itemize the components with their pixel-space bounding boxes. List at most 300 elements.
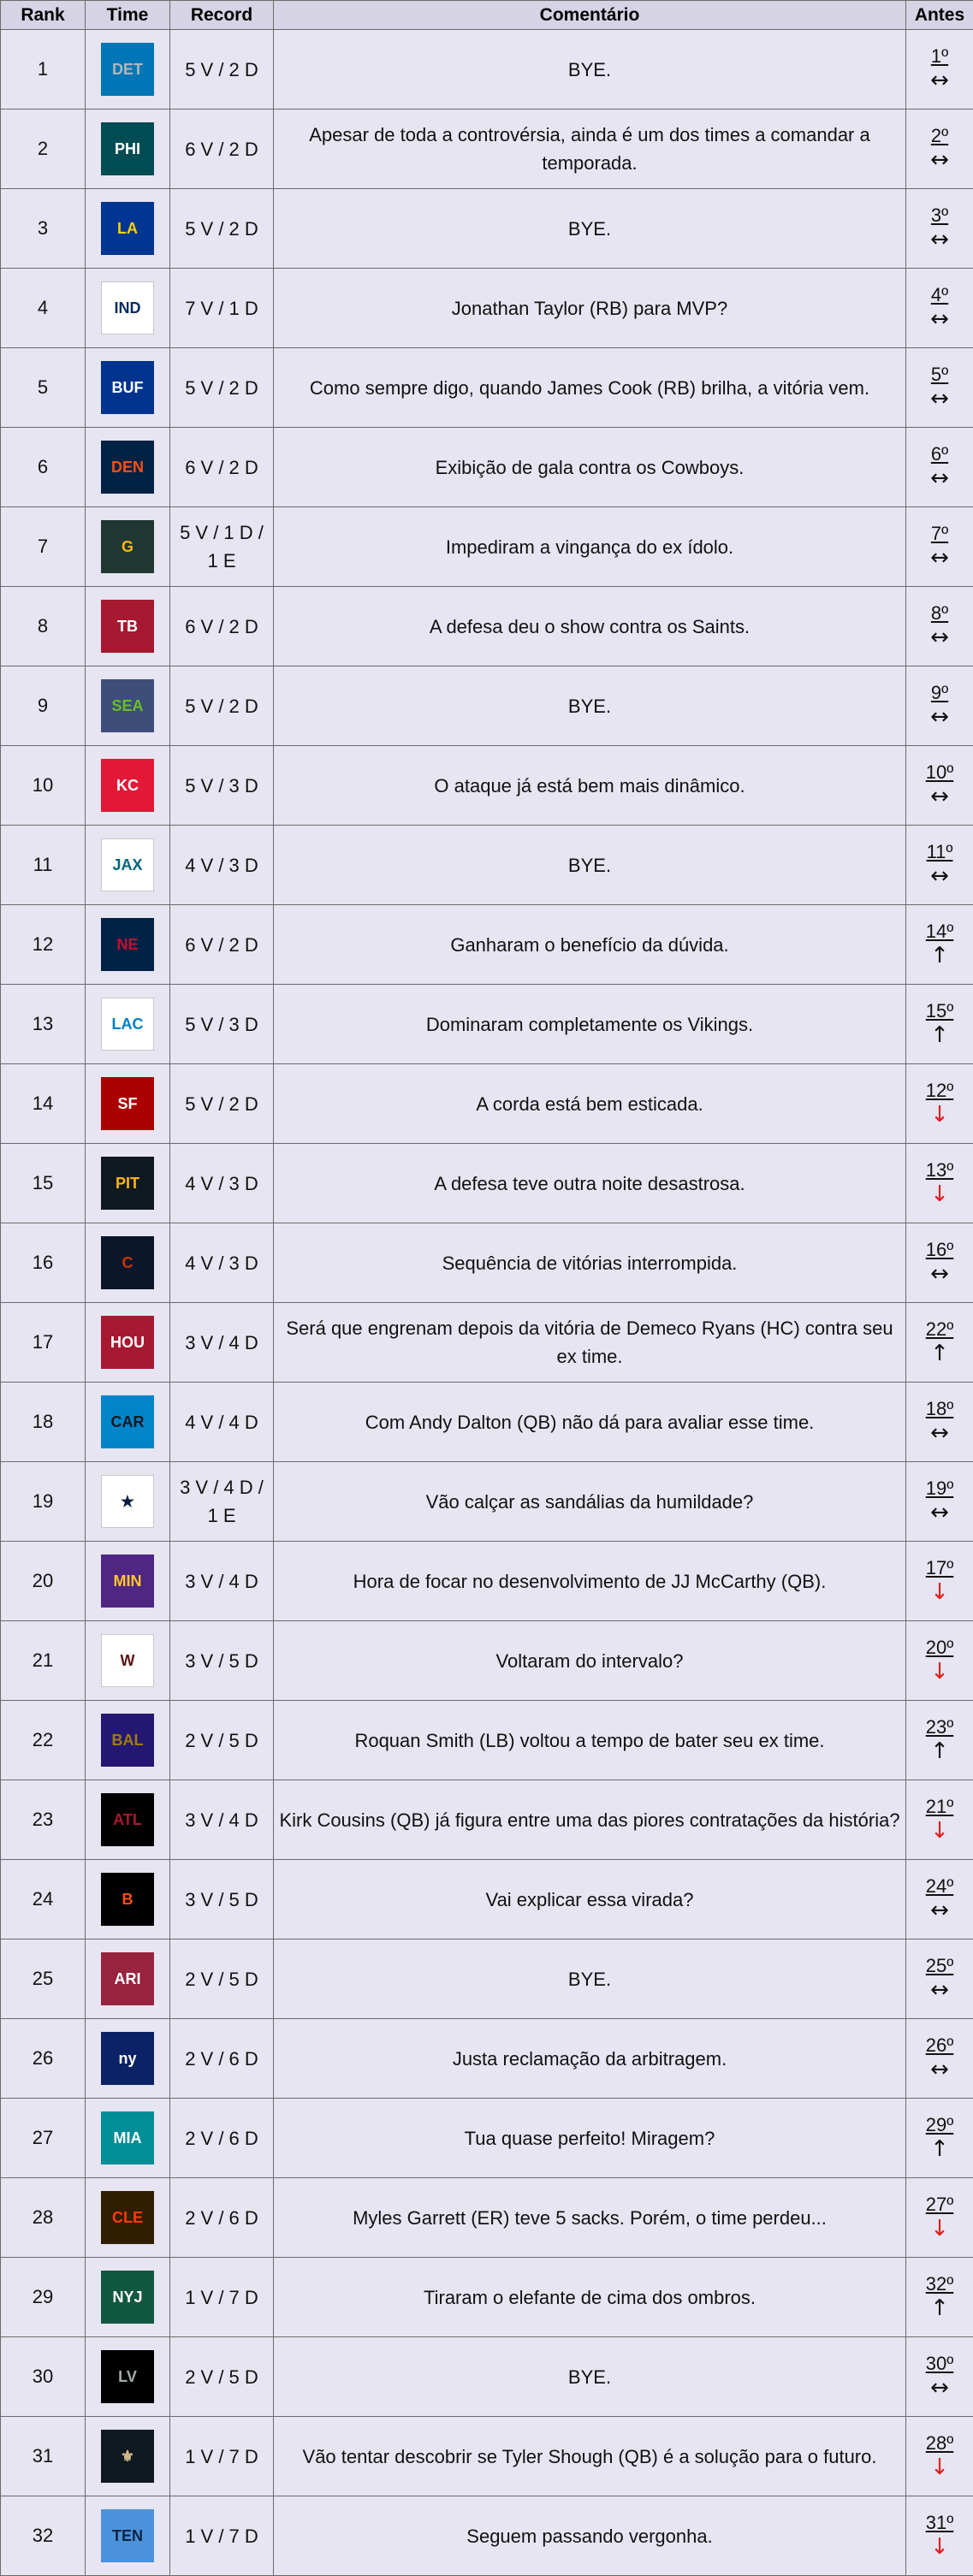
comment-cell: A corda está bem esticada. [274,1064,906,1144]
previous-cell [906,1064,973,1144]
record-cell: 3 V / 4 D [170,1780,274,1860]
rank-cell: 29 [1,2258,86,2337]
team-logo-mark: DET [112,61,143,78]
previous-rank-value: 19º [925,1477,954,1499]
team-cell [86,428,170,507]
comment-cell: BYE. [274,1939,906,2019]
record-cell: 6 V / 2 D [170,428,274,507]
record-cell: 3 V / 5 D [170,1621,274,1701]
comment-cell: Roquan Smith (LB) voltou a tempo de bater seu ex time. [274,1701,906,1780]
previous-rank-value: 12º [925,1080,954,1101]
team-cell [86,348,170,428]
comment-cell: Será que engrenam depois da vitória de Demeco Ryans (HC) contra seu ex time. [274,1303,906,1383]
table-row [1,905,973,985]
trend-same-icon: ↔ [930,545,949,571]
previous-rank-value: 8º [930,602,949,624]
team-cell [86,1542,170,1621]
table-row [1,348,973,428]
team-cell [86,985,170,1064]
comment-cell: Jonathan Taylor (RB) para MVP? [274,269,906,348]
previous-rank [911,1159,968,1207]
trend-down-icon: ↓ [930,2534,949,2560]
table-row [1,428,973,507]
previous-rank-value: 21º [925,1796,954,1817]
previous-rank-value: 3º [930,204,949,226]
team-logo-mark: BUF [111,379,144,396]
previous-rank-value: 4º [930,284,949,305]
previous-rank [911,1637,968,1685]
washington-commanders-logo [101,1634,154,1687]
comment-cell: Myles Garrett (ER) teve 5 sacks. Porém, o time perdeu... [274,2178,906,2258]
previous-rank-value: 32º [925,2273,954,2295]
team-cell [86,110,170,189]
previous-rank [911,1000,968,1048]
team-cell [86,507,170,587]
trend-up-icon: ↑ [930,2295,949,2321]
previous-cell [906,348,973,428]
table-row [1,269,973,348]
previous-rank-value: 24º [925,1875,954,1897]
arizona-cardinals-logo [101,1952,154,2005]
team-cell [86,2019,170,2099]
houston-texans-logo [101,1316,154,1369]
previous-rank [911,1875,968,1923]
record-cell: 5 V / 3 D [170,985,274,1064]
rank-cell: 15 [1,1144,86,1223]
team-cell [86,905,170,985]
comment-cell: BYE. [274,30,906,110]
trend-same-icon: ↔ [930,2057,949,2082]
record-cell: 6 V / 2 D [170,905,274,985]
team-logo-mark: G [121,538,133,555]
previous-rank-value: 18º [925,1398,954,1419]
cincinnati-bengals-logo [101,1873,154,1926]
rank-cell: 30 [1,2337,86,2417]
rank-cell: 13 [1,985,86,1064]
trend-same-icon: ↔ [930,1977,949,2003]
team-logo-mark: KC [116,777,139,794]
table-row [1,2178,973,2258]
new-york-jets-logo [101,2271,154,2324]
record-cell: 1 V / 7 D [170,2258,274,2337]
previous-rank-value: 5º [930,364,949,385]
rank-cell: 3 [1,189,86,269]
table-row [1,2496,973,2576]
trend-up-icon: ↑ [930,1341,949,1366]
table-row [1,507,973,587]
trend-down-icon: ↓ [930,1102,949,1128]
previous-cell [906,1144,973,1223]
comment-cell: O ataque já está bem mais dinâmico. [274,746,906,826]
trend-same-icon: ↔ [930,147,949,173]
seattle-seahawks-logo [101,679,154,732]
previous-rank [911,1398,968,1446]
previous-rank [911,45,968,93]
trend-down-icon: ↓ [930,1659,949,1685]
trend-same-icon: ↔ [930,227,949,252]
team-logo-mark: PHI [114,140,140,157]
record-cell: 1 V / 7 D [170,2496,274,2576]
previous-rank-value: 22º [925,1318,954,1340]
previous-cell [906,2258,973,2337]
team-logo-mark: TEN [112,2527,143,2544]
trend-same-icon: ↔ [930,68,949,93]
rank-cell: 16 [1,1223,86,1303]
team-logo-mark: CLE [112,2209,143,2226]
table-row [1,1939,973,2019]
record-cell: 7 V / 1 D [170,269,274,348]
previous-cell [906,507,973,587]
previous-cell [906,985,973,1064]
table-row [1,1780,973,1860]
team-cell [86,1383,170,1462]
record-cell: 3 V / 5 D [170,1860,274,1939]
comment-cell: Como sempre digo, quando James Cook (RB) brilha, a vitória vem. [274,348,906,428]
table-row [1,985,973,1064]
previous-rank-value: 13º [925,1159,954,1181]
carolina-panthers-logo [101,1395,154,1448]
comment-cell: Exibição de gala contra os Cowboys. [274,428,906,507]
previous-cell [906,587,973,666]
team-cell [86,746,170,826]
trend-up-icon: ↑ [930,1022,949,1048]
trend-down-icon: ↓ [930,1181,949,1207]
trend-up-icon: ↑ [930,943,949,968]
previous-cell [906,1303,973,1383]
comment-cell: Hora de focar no desenvolvimento de JJ McCarthy (QB). [274,1542,906,1621]
previous-rank [911,1477,968,1525]
previous-rank-value: 25º [925,1955,954,1976]
rank-cell: 9 [1,666,86,746]
new-england-patriots-logo [101,918,154,971]
team-logo-mark: ⚜ [120,2448,135,2465]
team-logo-mark: LA [117,220,138,237]
table-row [1,1144,973,1223]
table-row [1,1064,973,1144]
comment-cell: Impediram a vingança do ex ídolo. [274,507,906,587]
previous-rank [911,2512,968,2560]
previous-cell [906,2019,973,2099]
previous-rank [911,602,968,650]
team-logo-mark: JAX [112,856,143,873]
rank-cell: 22 [1,1701,86,1780]
table-row [1,1542,973,1621]
previous-rank [911,1318,968,1366]
team-logo-mark: NE [116,936,139,953]
jacksonville-jaguars-logo [101,838,154,891]
team-logo-mark: PIT [115,1175,139,1192]
team-logo-mark: SEA [111,697,144,714]
record-cell: 5 V / 2 D [170,348,274,428]
comment-cell: Dominaram completamente os Vikings. [274,985,906,1064]
previous-cell [906,1542,973,1621]
previous-rank [911,1716,968,1764]
record-cell: 2 V / 5 D [170,1701,274,1780]
previous-rank [911,2432,968,2480]
previous-cell [906,2099,973,2178]
previous-rank [911,841,968,889]
rank-cell: 31 [1,2417,86,2496]
previous-rank-value: 10º [925,761,954,783]
record-cell: 2 V / 6 D [170,2019,274,2099]
record-cell: 5 V / 2 D [170,189,274,269]
header-row [1,1,973,30]
previous-rank-value: 16º [925,1239,954,1260]
table-row [1,2099,973,2178]
record-cell: 6 V / 2 D [170,110,274,189]
previous-cell [906,666,973,746]
header-time: Time [86,1,170,30]
record-cell: 5 V / 2 D [170,666,274,746]
trend-same-icon: ↔ [930,1500,949,1525]
previous-cell [906,2337,973,2417]
table-row [1,2337,973,2417]
previous-rank-value: 29º [925,2114,954,2135]
rank-cell: 24 [1,1860,86,1939]
trend-same-icon: ↔ [930,306,949,332]
team-cell [86,2178,170,2258]
previous-rank [911,1955,968,2003]
rank-cell: 7 [1,507,86,587]
team-cell [86,587,170,666]
trend-same-icon: ↔ [930,1420,949,1446]
los-angeles-rams-logo [101,202,154,255]
record-cell: 6 V / 2 D [170,587,274,666]
trend-same-icon: ↔ [930,2375,949,2401]
trend-down-icon: ↓ [930,1579,949,1605]
previous-cell [906,2417,973,2496]
rank-cell: 6 [1,428,86,507]
comment-cell: Tiraram o elefante de cima dos ombros. [274,2258,906,2337]
previous-cell [906,189,973,269]
previous-rank [911,2273,968,2321]
trend-same-icon: ↔ [930,863,949,889]
rank-cell: 2 [1,110,86,189]
previous-rank [911,1080,968,1128]
table-row [1,2258,973,2337]
previous-cell [906,905,973,985]
rank-cell: 11 [1,826,86,905]
record-cell: 2 V / 5 D [170,2337,274,2417]
previous-rank [911,1796,968,1844]
new-york-giants-logo [101,2032,154,2085]
previous-cell [906,30,973,110]
comment-cell: Kirk Cousins (QB) já figura entre uma das piores contratações da história? [274,1780,906,1860]
team-cell [86,30,170,110]
record-cell: 3 V / 4 D [170,1542,274,1621]
previous-cell [906,2178,973,2258]
team-logo-mark: MIA [113,2129,142,2147]
kansas-city-chiefs-logo [101,759,154,812]
team-logo-mark: HOU [110,1334,145,1351]
team-logo-mark: DEN [110,459,144,476]
baltimore-ravens-logo [101,1714,154,1767]
previous-rank-value: 11º [926,841,953,862]
comment-cell: Apesar de toda a controvérsia, ainda é um dos times a comandar a temporada. [274,110,906,189]
table-row [1,746,973,826]
rank-cell: 20 [1,1542,86,1621]
previous-rank-value: 27º [925,2194,954,2215]
record-cell: 5 V / 1 D / 1 E [170,507,274,587]
previous-cell [906,110,973,189]
team-logo-mark: ny [118,2050,137,2067]
team-logo-mark: W [120,1652,135,1669]
trend-up-icon: ↑ [930,1738,949,1764]
previous-rank-value: 23º [925,1716,954,1738]
previous-cell [906,1462,973,1542]
trend-same-icon: ↔ [930,704,949,730]
minnesota-vikings-logo [101,1554,154,1608]
previous-rank [911,125,968,173]
team-cell [86,1939,170,2019]
header-previous: Antes [906,1,973,30]
team-logo-mark: ATL [113,1811,142,1828]
previous-rank-value: 31º [925,2512,954,2533]
table-row [1,1621,973,1701]
trend-same-icon: ↔ [930,625,949,650]
previous-rank [911,2194,968,2241]
team-cell [86,2099,170,2178]
dallas-cowboys-logo [101,1475,154,1528]
trend-same-icon: ↔ [930,386,949,412]
pittsburgh-steelers-logo [101,1157,154,1210]
previous-cell [906,826,973,905]
rank-cell: 27 [1,2099,86,2178]
las-vegas-raiders-logo [101,2350,154,2403]
record-cell: 3 V / 4 D [170,1303,274,1383]
previous-rank [911,364,968,412]
new-orleans-saints-logo [101,2430,154,2483]
team-cell [86,269,170,348]
tampa-bay-buccaneers-logo [101,600,154,653]
rank-cell: 18 [1,1383,86,1462]
team-cell [86,1860,170,1939]
previous-rank [911,284,968,332]
team-cell [86,1303,170,1383]
previous-rank-value: 9º [930,682,949,703]
previous-rank [911,921,968,968]
rank-cell: 25 [1,1939,86,2019]
previous-rank [911,523,968,571]
rank-cell: 14 [1,1064,86,1144]
comment-cell: Tua quase perfeito! Miragem? [274,2099,906,2178]
comment-cell: Vão tentar descobrir se Tyler Shough (QB) é a solução para o futuro. [274,2417,906,2496]
rank-cell: 4 [1,269,86,348]
previous-rank-value: 28º [925,2432,954,2454]
table-row [1,2417,973,2496]
team-cell [86,1462,170,1542]
previous-cell [906,1701,973,1780]
trend-same-icon: ↔ [930,465,949,491]
team-logo-mark: ★ [120,1493,135,1510]
table-header [1,1,973,30]
record-cell: 5 V / 2 D [170,30,274,110]
trend-up-icon: ↑ [930,2136,949,2162]
comment-cell: Voltaram do intervalo? [274,1621,906,1701]
buffalo-bills-logo [101,361,154,414]
previous-rank-value: 17º [925,1557,954,1578]
team-cell [86,1064,170,1144]
previous-rank-value: 20º [925,1637,954,1658]
indianapolis-colts-logo [101,281,154,335]
table-row [1,189,973,269]
denver-broncos-logo [101,441,154,494]
team-cell [86,189,170,269]
trend-same-icon: ↔ [930,784,949,809]
previous-rank [911,2034,968,2082]
previous-rank [911,2353,968,2401]
miami-dolphins-logo [101,2111,154,2164]
team-cell [86,1621,170,1701]
team-logo-mark: SF [117,1095,138,1112]
record-cell: 4 V / 3 D [170,1223,274,1303]
atlanta-falcons-logo [101,1793,154,1846]
table-row [1,1383,973,1462]
team-logo-mark: IND [114,299,141,317]
san-francisco-49ers-logo [101,1077,154,1130]
trend-same-icon: ↔ [930,1898,949,1923]
previous-rank-value: 1º [930,45,949,67]
table-row [1,1701,973,1780]
team-cell [86,666,170,746]
previous-cell [906,1780,973,1860]
rank-cell: 10 [1,746,86,826]
team-cell [86,1144,170,1223]
team-logo-mark: B [122,1891,133,1908]
previous-rank [911,1557,968,1605]
table-row [1,666,973,746]
header-rank: Rank [1,1,86,30]
comment-cell: Ganharam o benefício da dúvida. [274,905,906,985]
trend-same-icon: ↔ [930,1261,949,1287]
team-logo-mark: NYJ [112,2289,143,2306]
record-cell: 5 V / 2 D [170,1064,274,1144]
green-bay-packers-logo [101,520,154,573]
record-cell: 2 V / 6 D [170,2178,274,2258]
table-row [1,1303,973,1383]
table-row [1,30,973,110]
comment-cell: BYE. [274,189,906,269]
rank-cell: 12 [1,905,86,985]
previous-cell [906,1860,973,1939]
table-body [1,30,973,2576]
trend-down-icon: ↓ [930,2455,949,2480]
previous-cell [906,428,973,507]
philadelphia-eagles-logo [101,122,154,175]
tennessee-titans-logo [101,2509,154,2562]
comment-cell: BYE. [274,826,906,905]
team-cell [86,2496,170,2576]
rank-cell: 23 [1,1780,86,1860]
team-logo-mark: BAL [111,1732,144,1749]
table-row [1,826,973,905]
rank-cell: 17 [1,1303,86,1383]
comment-cell: BYE. [274,666,906,746]
previous-rank [911,682,968,730]
table-row [1,1462,973,1542]
previous-cell [906,746,973,826]
team-cell [86,2417,170,2496]
previous-rank-value: 26º [925,2034,954,2056]
record-cell: 5 V / 3 D [170,746,274,826]
previous-rank [911,2114,968,2162]
team-logo-mark: MIN [113,1572,142,1590]
chicago-bears-logo [101,1236,154,1289]
detroit-lions-logo [101,43,154,96]
previous-cell [906,1383,973,1462]
comment-cell: A defesa teve outra noite desastrosa. [274,1144,906,1223]
record-cell: 4 V / 4 D [170,1383,274,1462]
